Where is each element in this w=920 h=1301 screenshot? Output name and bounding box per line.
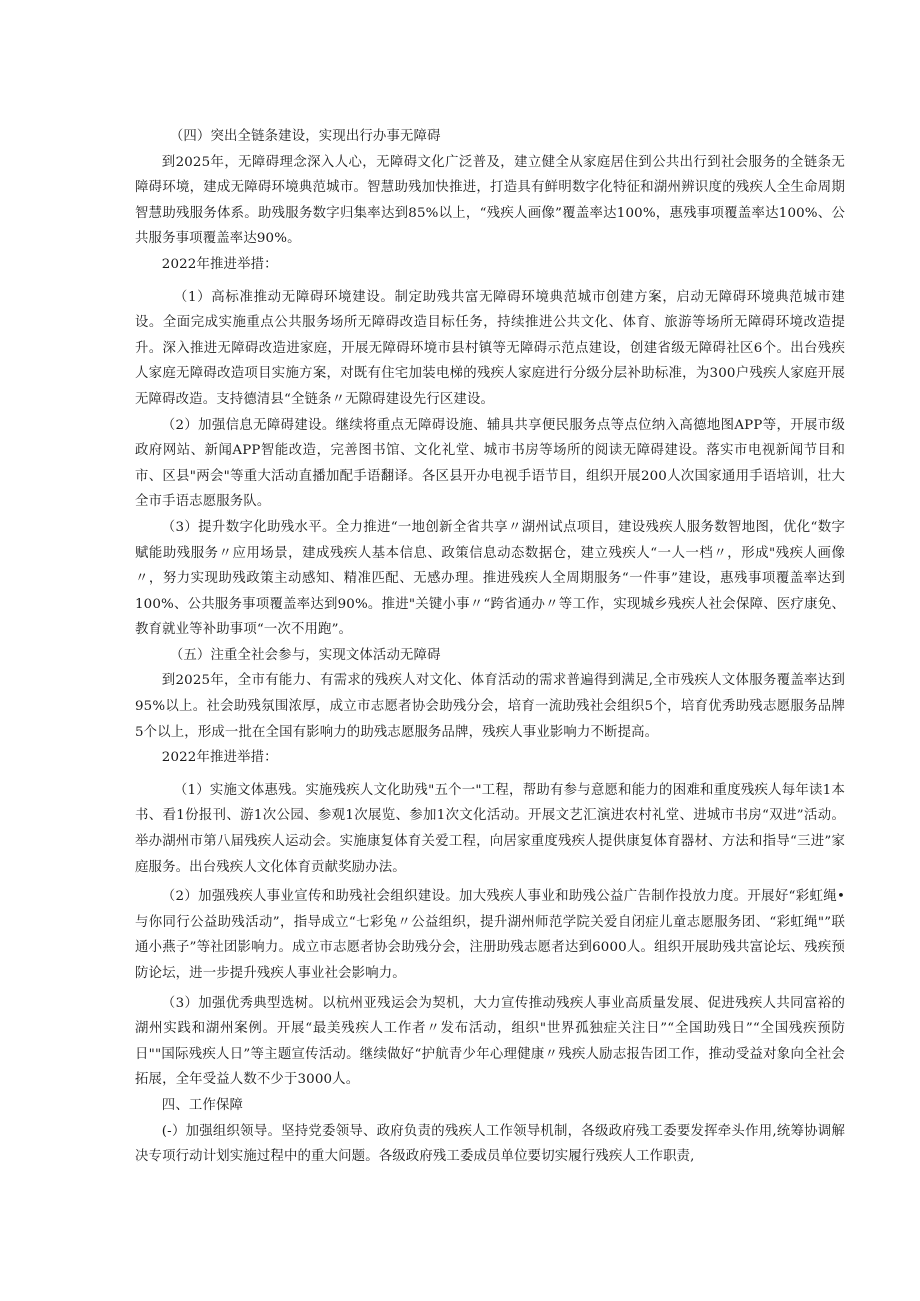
paragraph-2022-measures-label-2: 2022年推进举措： <box>161 750 278 766</box>
paragraph-goal-2025-accessibility: 到2025年，无障碍理念深入人心，无障碍文化广泛普及，建立健全从家庭居住到公共出行到社会服务的全链条无障碍环境，建成无障碍环境典范城市。智慧助残加快推进，打造具有鲜明数字化特征和湖州辨识度的残疾人全生命周期智慧助残服务体系。助残服务数字归集率达到85%以上，“残疾人画像”覆盖率达100%，惠残事项覆盖率达100%、公共服务事项覆盖率达90%。 <box>135 154 845 247</box>
measure-item-2-information: （2）加强信息无障碍建设。继续将重点无障碍设施、辅具共享便民服务点等点位纳入高德地图APP等，开展市级政府网站、新闻APP智能改造，完善图书馆、文化礼堂、城市书房等场所的阅读无障碍建设。落实市电视新闻节目和市、区县"两会"等重大活动直播加配手语翻译。各区县开办电视手语节目，组织开展200人次国家通用手语培训，壮大全市手语志愿服务队。 <box>135 417 845 510</box>
paragraph-goal-2025-culture: 到2025年，全市有能力、有需求的残疾人对文化、体育活动的需求普遍得到满足,全市残疾人文体服务覆盖率达到95%以上。社会助残氛围浓厚，成立市志愿者协会助残分会，培育一流助残社会组织5个，培育优秀助残志愿服务品牌5个以上，形成一批在全国有影响力的助残志愿服务品牌，残疾人事业影响力不断提高。 <box>135 673 845 740</box>
measure-item-1-environment: （1）高标准推动无障碍环境建设。制定助残共富无障碍环境典范城市创建方案，启动无障碍环境典范城市建设。全面完成实施重点公共服务场所无障碍改造目标任务，持续推进公共文化、体育、旅游等场所无障碍环境改造提升。深入推进无障碍改造进家庭，开展无障碍环境市县村镇等无障碍示范点建设，创建省级无障碍社区6个。出台残疾人家庭无障碍改造项目实施方案，对既有住宅加装电梯的残疾人家庭进行分级分层补助标准，为300户残疾人家庭开展无障碍改造。支持德清县“全链条〃无隙碍建设先行区建设。 <box>135 289 845 407</box>
paragraph-organization-leadership: (-）加强组织领导。坚持党委领导、政府负责的残疾人工作领导机制，各级政府残工委要发挥牵头作用,统筹协调解决专项行动计划实施过程中的重大问题。各级政府残工委成员单位要切实履行残疾人工作职责, <box>135 1123 845 1165</box>
section-heading-4: （四）突出全链条建设，实现出行办事无障碍 <box>169 129 441 144</box>
measure-item-3-digital: （3）提升数字化助残水平。全力推进“一地创新全省共享〃湖州试点项目，建设残疾人服务数智地图，优化“数字赋能助残服务〃应用场景，建成残疾人基本信息、政策信息动态数据仓，建立残疾人“一人一档〃，形成"残疾人画像〃，努力实现助残政策主动感知、精准匹配、无感办理。推进残疾人全周期服务“一件事”建设，惠残事项覆盖率达到100%、公共服务事项覆盖率达到90%。推进"关键小事〃“跨省通办〃等工作，实现城乡残疾人社会保障、医疗康免、教育就业等补助事项“一次不用跑”。 <box>135 519 845 638</box>
measure-item-2-publicity: （2）加强残疾人事业宣传和助残社会组织建设。加大残疾人事业和助残公益广告制作投放力度。开展好“彩虹绳•与你同行公益助残活动”，指导成立“七彩兔〃公益组织，提升湖州师范学院关爱自闭症儿童志愿服务团、“彩虹绳"”联通小燕子”等社团影响力。成立市志愿者协会助残分会，注册助残志愿者达到6000人。组织开展助残共富论坛、残疾预防论坛，进一步提升残疾人事业社会影响力。 <box>135 889 845 981</box>
section-heading-5: （五）注重全社会参与，实现文体活动无障碍 <box>169 647 441 663</box>
measure-item-3-models: （3）加强优秀典型选树。以杭州亚残运会为契机，大力宣传推动残疾人事业高质量发展、促进残疾人共同富裕的湖州实践和湖州案例。开展“最美残疾人工作者〃发布活动，组织"世界孤独症关注日”“全国助残日”“全国残疾预防日""国际残疾人日”等主题宣传活动。继续做好“护航青少年心理健康〃残疾人励志报告团工作，推动受益对象向全社会拓展，全年受益人数不少于3000人。 <box>135 995 845 1088</box>
measure-item-1-culture: （1）实施文体惠残。实施残疾人文化助残"五个一"工程，帮助有参与意愿和能力的困难和重度残疾人每年读1本书、看1份报刊、游1次公园、参观1次展览、参加1次文化活动。开展文艺汇演进农村礼堂、进城市书房“双进”活动。举办湖州市第八届残疾人运动会。实施康复体育关爱工程，向居家重度残疾人提供康复体育器材、方法和指导“三进”家庭服务。出台残疾人文化体育贡献奖励办法。 <box>135 782 845 875</box>
section-heading-work-guarantee: 四、工作保障 <box>161 1097 244 1113</box>
paragraph-2022-measures-label: 2022年推进举措： <box>161 256 278 272</box>
document-body <box>135 124 845 1170</box>
